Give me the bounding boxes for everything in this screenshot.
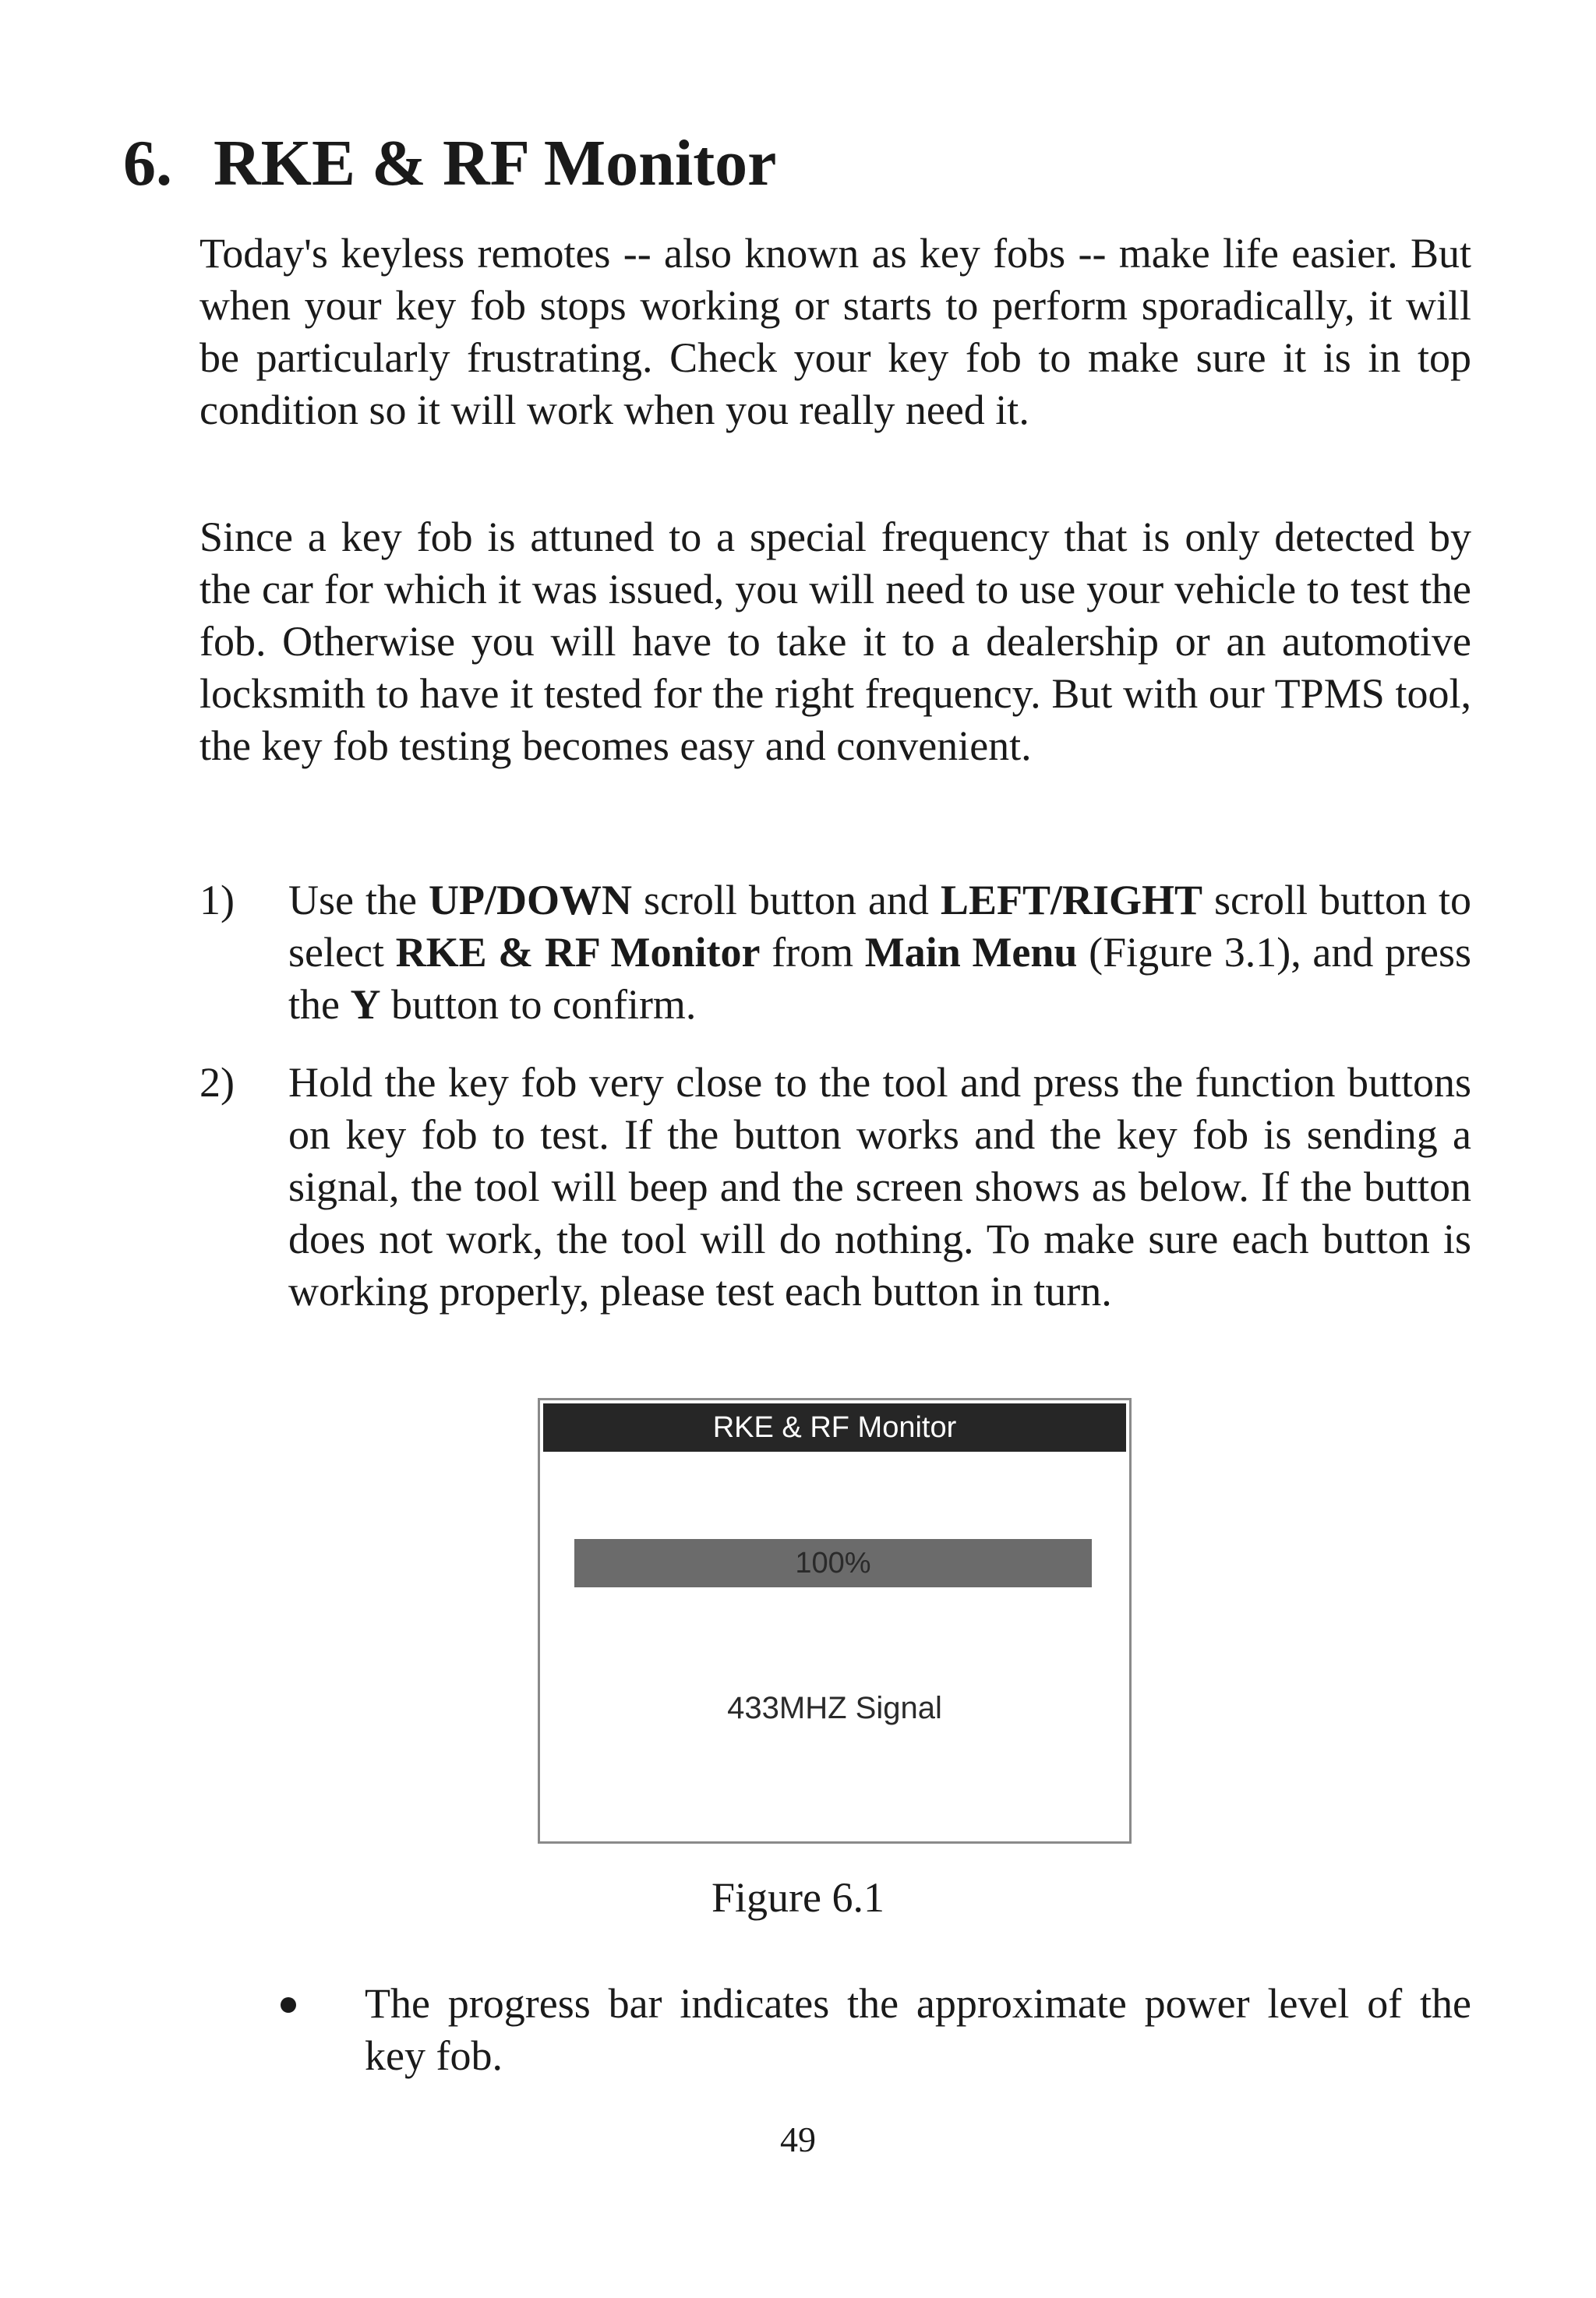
screen-title-bar: RKE & RF Monitor: [543, 1403, 1126, 1452]
frequency-paragraph: Since a key fob is attuned to a special frequency that is only detected by the car for which it was issued, you will need to use your vehicle to test the fob. Otherwise you will have to take it to a dealership or an automotive locksmith to have it tested for the right frequency. But with our TPMS tool, the key fob testing becomes easy and convenient.: [200, 514, 1471, 769]
step-marker: 2): [200, 1059, 235, 1106]
step-text-run: Use the: [288, 877, 429, 923]
step-text-run: scroll button and: [631, 877, 941, 923]
step-text-run: button to confirm.: [380, 981, 697, 1028]
step-text: [288, 874, 1471, 1031]
step-keyword: Y: [350, 981, 381, 1028]
section-heading: [123, 125, 776, 203]
step-text-run: from: [760, 929, 865, 976]
bullet-text: The progress bar indicates the approximate power level of the key fob.: [365, 1980, 1471, 2079]
bullet-dot-icon: [281, 1997, 296, 2013]
section-title: RKE & RF Monitor: [214, 127, 777, 199]
step-text: [288, 1057, 1471, 1318]
step-keyword: LEFT/RIGHT: [940, 877, 1202, 923]
step-marker: 1): [200, 877, 235, 923]
page-number: 49: [780, 2120, 816, 2159]
step-text-run: Hold the key fob very close to the tool and press the function buttons on key fob to test. If the button works and the key fob is sending a signal, the tool will beep and the screen shows as below. If the button does not work, the tool will do nothing. To make sure each button is working properly, please test each button in turn.: [288, 1059, 1471, 1315]
figure-caption: Figure 6.1: [711, 1874, 885, 1921]
step-keyword: Main Menu: [864, 929, 1078, 976]
step-text-run: (Figure 3.1), and press the: [288, 929, 1471, 1028]
signal-frequency-label: 433MHZ Signal: [727, 1691, 942, 1725]
device-screen-figure: [538, 1398, 1132, 1844]
step-keyword: RKE & RF Monitor: [395, 929, 761, 976]
intro-paragraph: Today's keyless remotes -- also known as key fobs -- make life easier. But when your key fob stops working or starts to perform sporadically, it will be particularly frustrating. Check your key fob to make sure it is in top condition so it will work when you really need it.: [200, 230, 1471, 433]
section-number: 6.: [123, 127, 172, 199]
step-keyword: UP/DOWN: [428, 877, 632, 923]
step-text-run: scroll button to select: [288, 877, 1471, 976]
signal-progress-bar: [574, 1539, 1092, 1587]
progress-label: 100%: [795, 1547, 871, 1580]
